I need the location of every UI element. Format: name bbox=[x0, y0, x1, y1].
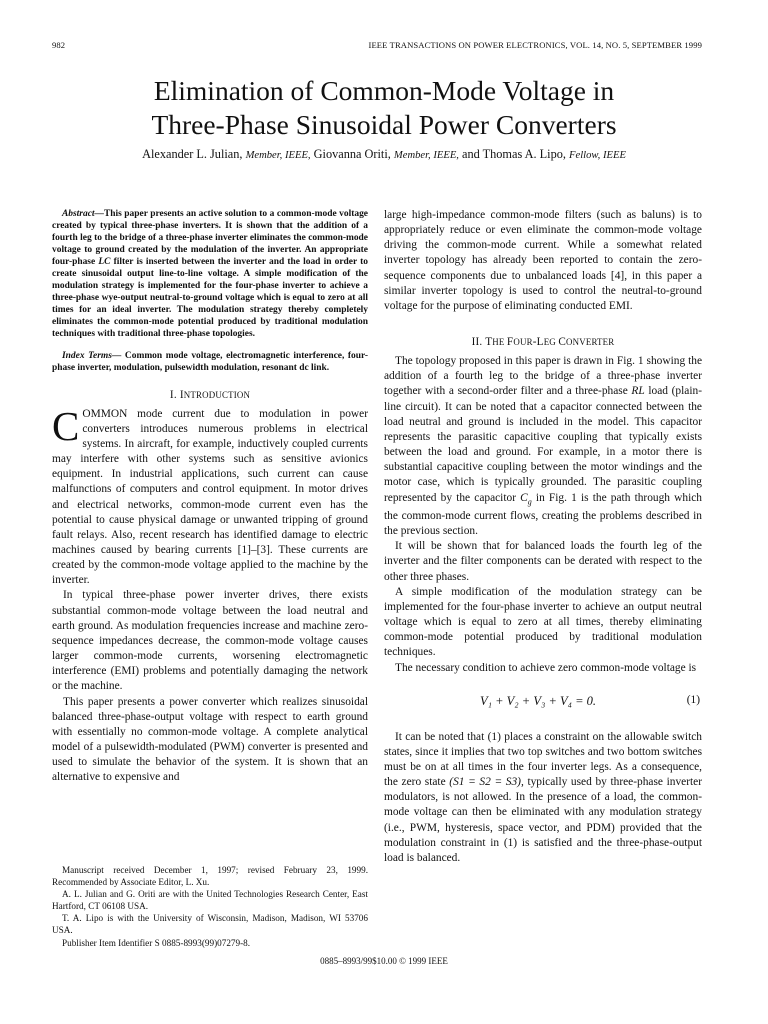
section-2-heading bbox=[384, 336, 702, 348]
converter-text-5b: typically used by three-phase inverter modulators, is not allowed. In the presence of a load, the common-mode voltage can then be eliminated with any modulation strategy (i.e., PWM, hysteresis, space vector, and PDM) provided that the modulation constraint in (1) is satisfied and the three-phase-output load is balanced. bbox=[384, 776, 703, 864]
zero-state-expression: (S1 = S2 = S3), bbox=[449, 776, 524, 789]
cg-subscript: g bbox=[527, 496, 532, 506]
rl-symbol: RL bbox=[631, 385, 645, 398]
equation-1 bbox=[384, 684, 702, 718]
lc-symbol: LC bbox=[98, 257, 111, 268]
author-3-grade: Fellow, IEEE bbox=[569, 150, 626, 161]
converter-paragraph-3: A simple modification of the modulation strategy can be implemented for the four-phase inverter to achieve an output neutral voltage which is equal to zero at all times, thereby eliminating common-mode potential produced by traditional modulation techniques. bbox=[384, 585, 702, 659]
index-terms-label: Index Terms— bbox=[62, 350, 122, 361]
footnote-identifier: Publisher Item Identifier S 0885-8993(99)07279-8. bbox=[62, 937, 251, 948]
converter-paragraph-4: The necessary condition to achieve zero common-mode voltage is bbox=[395, 661, 697, 674]
footnote-affiliation-1: A. L. Julian and G. Oriti are with the United Technologies Research Center, East Hartford, CT 06108 USA. bbox=[52, 889, 368, 912]
right-column bbox=[384, 208, 702, 866]
equation-1-number: (1) bbox=[686, 693, 700, 706]
author-2-grade: Member, IEEE, bbox=[393, 150, 459, 161]
intro-paragraph-3: This paper presents a power converter which realizes sinusoidal balanced three-phase-output voltage with respect to earth ground with essentially no common-mode voltage. A complete analytical model of a pulsewidth-modulated (PWM) converter is presented and used to simulate the behavior of the system. It is shown that an alternative to expensive and bbox=[52, 695, 368, 784]
converter-text-1b: load (plain-line circuit). It can be noted that a capacitor connected between the load neutral and ground is included in the model. This capacitor represents the parasitic capacitive coupling that typically exists between the load and ground. For example, in a motor there is substantial capacitive coupling between the motor windings and the motor case, which is typically grounded. The parasitic coupling represented by the capacitor bbox=[384, 385, 702, 504]
index-terms-text: Common mode voltage, electromagnetic interference, four-phase inverter, modulation, pulsewidth modulation, resonant dc link. bbox=[52, 350, 368, 373]
cg-symbol: C bbox=[520, 491, 528, 504]
section-2-initial-t: T bbox=[485, 336, 493, 349]
section-2-sc-our: OUR bbox=[513, 337, 533, 348]
running-header: IEEE TRANSACTIONS ON POWER ELECTRONICS, VOL. 14, NO. 5, SEPTEMBER 1999 bbox=[368, 40, 702, 50]
intro-text-1: mode current due to modulation in power converters introduces numerous problems in electrical systems. In aircraft, for example, inductively coupled currents may interfere with other systems such as sensitive avionics equipment. In industrial applications, such current can cause malfunctions of computers and control equipment. In motor drives and electrical networks, common-mode current even has the potential to cause physical damage or unwanted tripping of ground fault relays. Also, recent research has identified damage to electric machines caused by bearing currents [1]–[3]. These currents are created by the common-mode voltage applied to the machine by the inverter. bbox=[52, 407, 368, 587]
author-1-name: Alexander L. Julian, bbox=[142, 147, 243, 161]
converter-text-1c: in Fig. 1 is the path through which the common-mode current flows, creating the problems described in the previous section. bbox=[384, 491, 702, 538]
left-column bbox=[52, 208, 368, 786]
title-line-1: Elimination of Common-Mode Voltage in bbox=[153, 75, 615, 106]
author-2-name: Giovanna Oriti, bbox=[313, 147, 391, 161]
abstract-text-1: This paper presents an active solution to a common-mode voltage created by typical three-phase inverters. It is shown that the addition of a fourth leg to the bridge of a three-phase inverter eliminates the common-mode voltage to ground created by the modulation of the inverter. An appropriate four-phase bbox=[52, 209, 368, 268]
footnote-manuscript: Manuscript received December 1, 1997; revised February 23, 1999. Recommended by Associate Editor, L. Xu. bbox=[52, 865, 368, 888]
equation-1-body: V₁ + V₂ + V₃ + V₄ = 0. bbox=[480, 693, 597, 708]
abstract bbox=[52, 208, 368, 341]
section-1-initial: I bbox=[179, 388, 184, 401]
author-1-grade: Member, IEEE, bbox=[245, 150, 311, 161]
drop-cap: C bbox=[52, 402, 80, 449]
section-2-initial-l: L bbox=[536, 336, 544, 349]
section-1-smallcaps: NTRODUCTION bbox=[183, 389, 251, 400]
intro-paragraph-1 bbox=[52, 402, 368, 589]
intro-paragraph-3-continued: large high-impedance common-mode filters (such as baluns) is to appropriately reduce or even eliminate the common-mode voltage driving the common-mode current. While a somewhat related inverter topology has already been reported to contain the zero-sequence components due to unbalanced loads [4], in this paper a similar inverter topology is used to control the neutral-to-ground voltage for the purpose of eliminating conducted EMI. bbox=[384, 209, 702, 312]
copyright-footer: 0885–8993/99$10.00 © 1999 IEEE bbox=[320, 956, 448, 966]
section-2-initial-c: C bbox=[558, 336, 567, 349]
converter-text-5a: It can be noted that (1) places a constraint on the allowable switch states, since it implies that two top switches and two bottom switches must be on at all times in the four inverter legs. As a consequence, the zero state bbox=[384, 730, 702, 789]
converter-paragraph-1 bbox=[384, 354, 702, 539]
author-list bbox=[0, 147, 768, 162]
section-2-numeral: II. bbox=[471, 336, 486, 349]
paper-title bbox=[0, 74, 768, 142]
abstract-text-2: filter is inserted between the inverter and the load in order to create sinusoidal output line-to-line voltage. A simple modification of the modulation strategy is implemented for the four-phase inverter to achieve a three-phase wye-output neutral-to-ground voltage which is equal to zero at all times for an ideal inverter. The modulation strategy thereby completely eliminates the common-mode potential produced by traditional modulation techniques with traditional three-phase topologies. bbox=[52, 257, 369, 340]
footnote-affiliation-2: T. A. Lipo is with the University of Wisconsin, Madison, Madison, WI 53706 USA. bbox=[52, 913, 368, 936]
index-terms bbox=[52, 350, 368, 374]
title-line-2: Three-Phase Sinusoidal Power Converters bbox=[151, 109, 617, 140]
converter-text-1a: The topology proposed in this paper is drawn in Fig. 1 showing the addition of a fourth leg to the bridge of a three-phase inverter together with a second-order filter and a three-phase bbox=[384, 355, 702, 398]
section-2-initial-f: F bbox=[506, 336, 514, 349]
abstract-label: Abstract— bbox=[62, 209, 104, 219]
author-3-name: and Thomas A. Lipo, bbox=[462, 147, 566, 161]
section-2-dash: - bbox=[532, 336, 537, 349]
footnotes bbox=[52, 864, 368, 949]
drop-cap-continuation: OMMON bbox=[82, 407, 128, 420]
section-2-sc-eg: EG bbox=[543, 337, 559, 348]
section-2-sc-onverter: ONVERTER bbox=[566, 337, 615, 348]
section-1-numeral: I. bbox=[169, 388, 180, 401]
section-2-sc-he: HE bbox=[492, 337, 507, 348]
converter-paragraph-2: It will be shown that for balanced loads the fourth leg of the inverter and the filter components can be derated with respect to the other three phases. bbox=[384, 540, 702, 583]
converter-paragraph-5 bbox=[384, 730, 702, 866]
section-1-heading bbox=[52, 389, 368, 401]
intro-paragraph-2: In typical three-phase power inverter drives, there exists substantial common-mode voltage between the load neutral and earth ground. As modulation frequencies increase and machine zero-sequence impedances decrease, the common-mode voltage causes larger common-mode currents, worsening electromagnetic interference (EMI) problems and potentially damaging the network or the machine. bbox=[52, 589, 368, 693]
page-number: 982 bbox=[52, 40, 66, 50]
